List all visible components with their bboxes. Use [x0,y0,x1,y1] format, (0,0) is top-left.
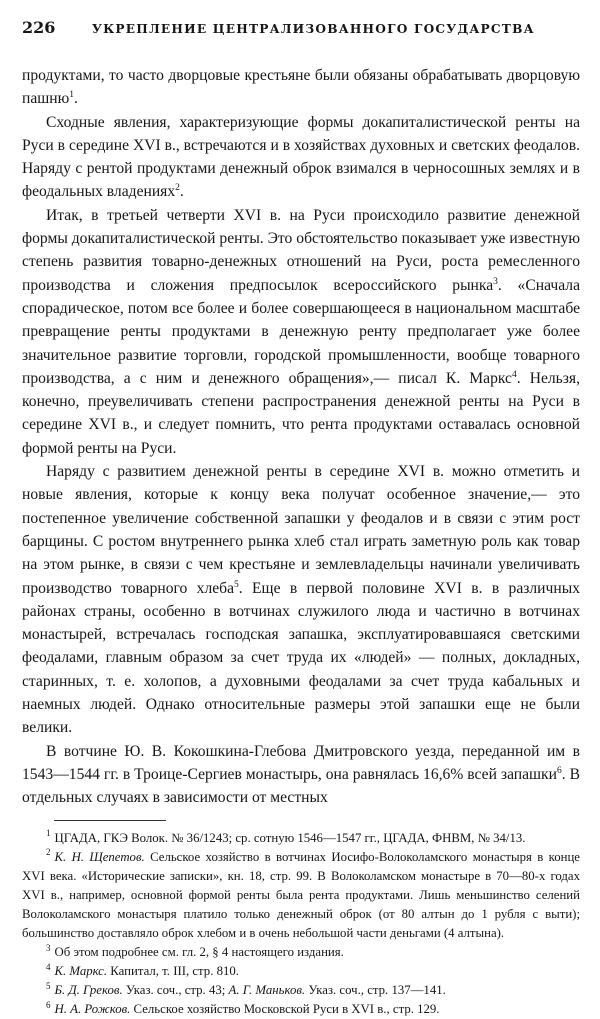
footnotes [22,829,580,1019]
footnote-ref: 2 [175,183,180,193]
paragraph-2: Сходные явления, характеризующие формы докапиталистической ренты на Руси в середине XVI в., встречаются и в хозяйствах духовных и светских феодалов. Наряду с рентой продуктами денежный оброк взимался в черносошных землях и в феодальных владениях$^2$. [22,111,580,204]
footnote-3: $^3$ Об этом подробнее см. гл. 2, § 4 настоящего издания. [22,943,580,962]
footnote-2: $^2$ К. Н. Щепетов. Сельское хозяйство в вотчинах Иосифо-Волоколамского монастыря в конце XVI века. «Исторические записки», кн. 18, стр. 99. В Волоколамском монастыре в 70—80-х годах XVI в., например, основной формой ренты была рента продуктами. Лишь меньшинство селений Волоколамского монастыря платило только денежный оброк (от 80 алтын до 1 рубля с выти); большинство доставляло оброк хлебом и в очень небольшой части деньгами (4 алтына). [22,848,580,943]
running-title: УКРЕПЛЕНИЕ ЦЕНТРАЛИЗОВАННОГО ГОСУДАРСТВА [92,22,535,36]
footnote-6: $^6$ Н. А. Рожков. Сельское хозяйство Московской Руси в XVI в., стр. 129. [22,1000,580,1019]
paragraph-3: Итак, в третьей четверти XVI в. на Руси происходило развитие денежной формы докапиталистической ренты. Это обстоятельство показывает уже известную степень развития товарно-денежных отношений на Руси, роста ремесленного производства и сложения предпосылок всероссийского рынка$^3$. «Сначала спорадическое, потом все более и более совершающееся в национальном масштабе превращение ренты продуктами в денежную ренту предполагает уже более значительное развитие торговли, городской промышленности, вообще товарного производства, а с ним и денежного обращения»,— писал К. Маркс$^4$. Нельзя, конечно, преувеличивать степени распространения денежной ренты на Руси в середине XVI в., и следует помнить, что рента продуктами оставалась основной формой ренты на Руси. [22,204,580,460]
paragraph-1: продуктами, то часто дворцовые крестьяне были обязаны обрабатывать дворцовую пашню$^1$. [22,64,580,111]
footnote-ref: 5 [234,579,239,589]
footnote-ref: 1 [69,90,74,100]
main-text [22,64,580,810]
paragraph-5: В вотчине Ю. В. Кокошкина-Глебова Дмитровского уезда, переданной им в 1543—1544 гг. в Троице-Сергиев монастырь, она равнялась 16,6% всей запашки$^6$. В отдельных случаях в зависимости от местных [22,740,580,810]
footnote-ref: 6 [557,766,562,776]
page-number: 226 [22,18,92,37]
paragraph-4: Наряду с развитием денежной ренты в середине XVI в. можно отметить и новые явления, которые к концу века получат особенное значение,— это постепенное увеличение собственной запашки у феодалов и в связи с этим рост барщины. С ростом внутреннего рынка хлеб стал играть заметную роль как товар на этом рынке, в связи с чем крестьяне и землевладельцы начинали увеличивать производство товарного хлеба$^5$. Еще в первой половине XVI в. в различных районах страны, особенно в вотчинах служилого люда и частично в вотчинах монастырей, встречалась господская запашка, эксплуатировавшаяся светскими феодалами, главным образом за счет труда их «людей» — полных, докладных, старинных, т. е. холопов, а духовными феодалами за счет труда кабальных и наемных людей. Однако относительные размеры этой запашки еще не были велики. [22,460,580,740]
footnote-4: $^4$ К. Маркс. Капитал, т. III, стр. 810. [22,962,580,981]
page-header [22,18,580,44]
footnote-ref: 3 [493,276,498,286]
footnote-divider [54,820,166,821]
footnote-5: $^5$ Б. Д. Греков. Указ. соч., стр. 43; А. Г. Маньков. Указ. соч., стр. 137—141. [22,981,580,1000]
footnote-1: $^1$ ЦГАДА, ГКЭ Волок. № 36/1243; ср. сотную 1546—1547 гг., ЦГАДА, ФНВМ, № 34/13. [22,829,580,848]
footnote-ref: 4 [512,370,517,380]
